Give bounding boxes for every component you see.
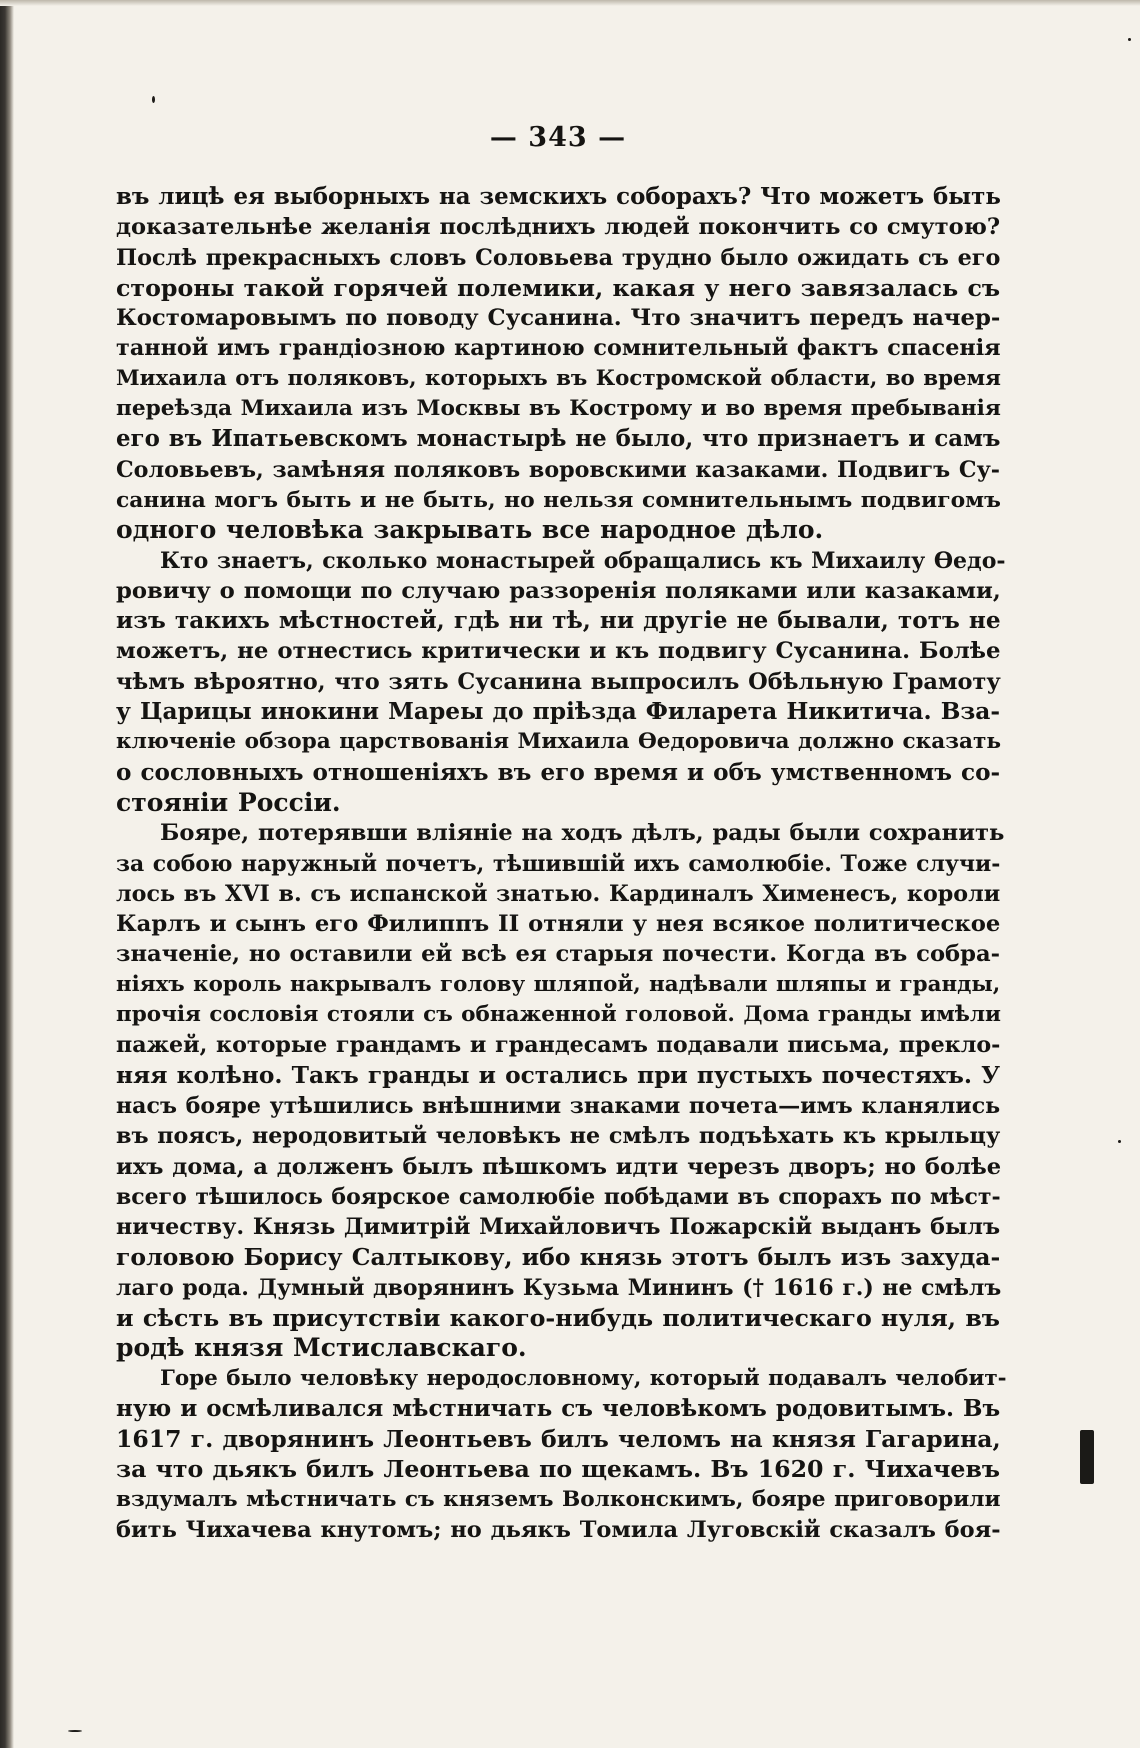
- ink-speck: [1128, 38, 1131, 41]
- text-line: значеніе, но оставили ей всѣ ея старыя почести. Когда въ собра-: [116, 941, 1000, 968]
- text-line: въ поясъ, неродовитый человѣкъ не смѣлъ подъѣхать къ крыльцу: [116, 1123, 1001, 1150]
- margin-ink-mark: [1080, 1430, 1094, 1484]
- text-line: Карлъ и сынъ его Филиппъ II отняли у нея всякое политическое: [116, 911, 1001, 938]
- text-line: танной имъ грандіозною картиною сомнительный фактъ спасенія: [116, 335, 1001, 362]
- text-line: пажей, которые грандамъ и грандесамъ подавали письма, преклo-: [116, 1032, 1001, 1059]
- text-line: прочія сословія стояли съ обнаженной головой. Дома гранды имѣли: [116, 1002, 1002, 1028]
- text-line: Костомаровымъ по поводу Сусанина. Что значитъ передъ начер-: [116, 305, 1001, 332]
- text-line: Соловьевъ, замѣняя поляковъ воровскими казаками. Подвигъ Су-: [116, 456, 1000, 483]
- text-line: ную и осмѣливался мѣстничать съ человѣкомъ родовитымъ. Въ: [116, 1394, 1001, 1422]
- text-line: ніяхъ король накрывалъ голову шляпой, надѣвали шляпы и гранды,: [116, 971, 1001, 997]
- text-line: санина могъ быть и не быть, но нельзя сомнительнымъ подвигомъ: [116, 486, 1001, 513]
- text-line: о сословныхъ отношеніяхъ въ его время и объ умственномъ со-: [116, 758, 1001, 786]
- paragraph-1: [116, 182, 1000, 546]
- text-line: бить Чихачева кнутомъ; но дьякъ Томила Луговскій сказалъ боя-: [116, 1517, 1001, 1544]
- text-line: родѣ князя Мстиславскаго.: [116, 1333, 527, 1363]
- text-line: вздумалъ мѣстничать съ княземъ Волконскимъ, бояре приговорили: [116, 1486, 1001, 1512]
- text-line: Бояре, потерявши вліяніе на ходъ дѣлъ, рады были сохранить: [160, 820, 1005, 847]
- paragraph-3: [116, 818, 1005, 1363]
- text-line: переѣзда Михаила изъ Москвы въ Кострому и во время пребыванія: [116, 396, 1001, 422]
- text-line: доказательнѣе желанія послѣднихъ людей покончить со смутою?: [116, 214, 1001, 241]
- text-line: чѣмъ вѣроятно, что зять Сусанина выпросилъ Обѣльную Грамоту: [116, 668, 1001, 695]
- scan-top-edge: [0, 0, 1140, 6]
- scan-binding-edge: [0, 0, 14, 1748]
- text-line: головою Борису Салтыкову, ибо князь этотъ былъ изъ захуда-: [116, 1243, 1001, 1272]
- text-line: ничеству. Князь Димитрій Михайловичъ Пожарскій выданъ былъ: [116, 1214, 1001, 1241]
- text-line: всего тѣшилось боярское самолюбіе побѣдами въ спорахъ по мѣст-: [116, 1183, 1001, 1210]
- text-line: 1617 г. дворянинъ Леонтьевъ билъ челомъ на князя Гагарина,: [116, 1425, 1001, 1454]
- text-line: у Царицы инокини Мареы до пріѣзда Филарета Никитича. Вза-: [116, 698, 1000, 726]
- text-line: лось въ XVI в. съ испанской знатью. Кардиналъ Хименесъ, короли: [116, 880, 1001, 907]
- ink-speck: [1118, 1140, 1121, 1143]
- paragraph-4: [116, 1364, 1007, 1546]
- ink-speck: [68, 1730, 82, 1732]
- text-line: за собою наружный почетъ, тѣшившій ихъ самолюбіе. Тоже случи-: [116, 850, 1001, 877]
- text-line: Михаила отъ поляковъ, которыхъ въ Костромской области, во время: [116, 365, 1001, 391]
- text-line: Кто знаетъ, сколько монастырей обращались къ Михаилу Ѳедо-: [160, 547, 1006, 574]
- text-line: ихъ дома, а долженъ былъ пѣшкомъ идти черезъ дворъ; но болѣе: [116, 1153, 1002, 1180]
- text-line: насъ бояре утѣшились внѣшними знаками почета—имъ кланялись: [116, 1092, 1001, 1119]
- text-line: ровичу о помощи по случаю раззоренія поляками или казаками,: [116, 577, 1001, 604]
- text-line: въ лицѣ ея выборныхъ на земскихъ соборахъ? Что можетъ быть: [116, 184, 1001, 210]
- text-line: лаго рода. Думный дворянинъ Кузьма Мининъ († 1616 г.) не смѣлъ: [116, 1274, 1002, 1301]
- text-line: можетъ, не отнестись критически и къ подвигу Сусанина. Болѣе: [116, 638, 1001, 665]
- text-line: за что дьякъ билъ Леонтьева по щекамъ. Въ 1620 г. Чихачевъ: [116, 1455, 1000, 1484]
- page-number: — 343 —: [489, 122, 627, 153]
- text-line: стороны такой горячей полемики, какая у него завязалась съ: [116, 273, 1001, 302]
- book-page: [116, 118, 1007, 1545]
- text-line: няя колѣно. Такъ гранды и остались при пустыхъ почестяхъ. У: [116, 1061, 1000, 1089]
- text-line: его въ Ипатьевскомъ монастырѣ не было, что признаетъ и самъ: [116, 426, 1001, 453]
- text-line: стояніи Россіи.: [116, 787, 341, 817]
- paragraph-2: [116, 546, 1006, 819]
- text-line: и сѣсть въ присутствіи какого-нибудь политическаго нуля, въ: [116, 1303, 1000, 1332]
- text-line: Горе было человѣку неродословному, который подавалъ челобит-: [160, 1365, 1007, 1391]
- text-line: одного человѣка закрывать все народное дѣло.: [116, 515, 824, 545]
- text-line: изъ такихъ мѣстностей, гдѣ ни тѣ, ни другіе не бывали, тотъ не: [116, 607, 1001, 635]
- text-line: Послѣ прекрасныхъ словъ Соловьева трудно было ожидать съ его: [116, 244, 1001, 271]
- text-line: ключеніе обзора царствованія Михаила Ѳедоровича должно сказать: [116, 729, 1001, 755]
- ink-speck: [152, 96, 155, 103]
